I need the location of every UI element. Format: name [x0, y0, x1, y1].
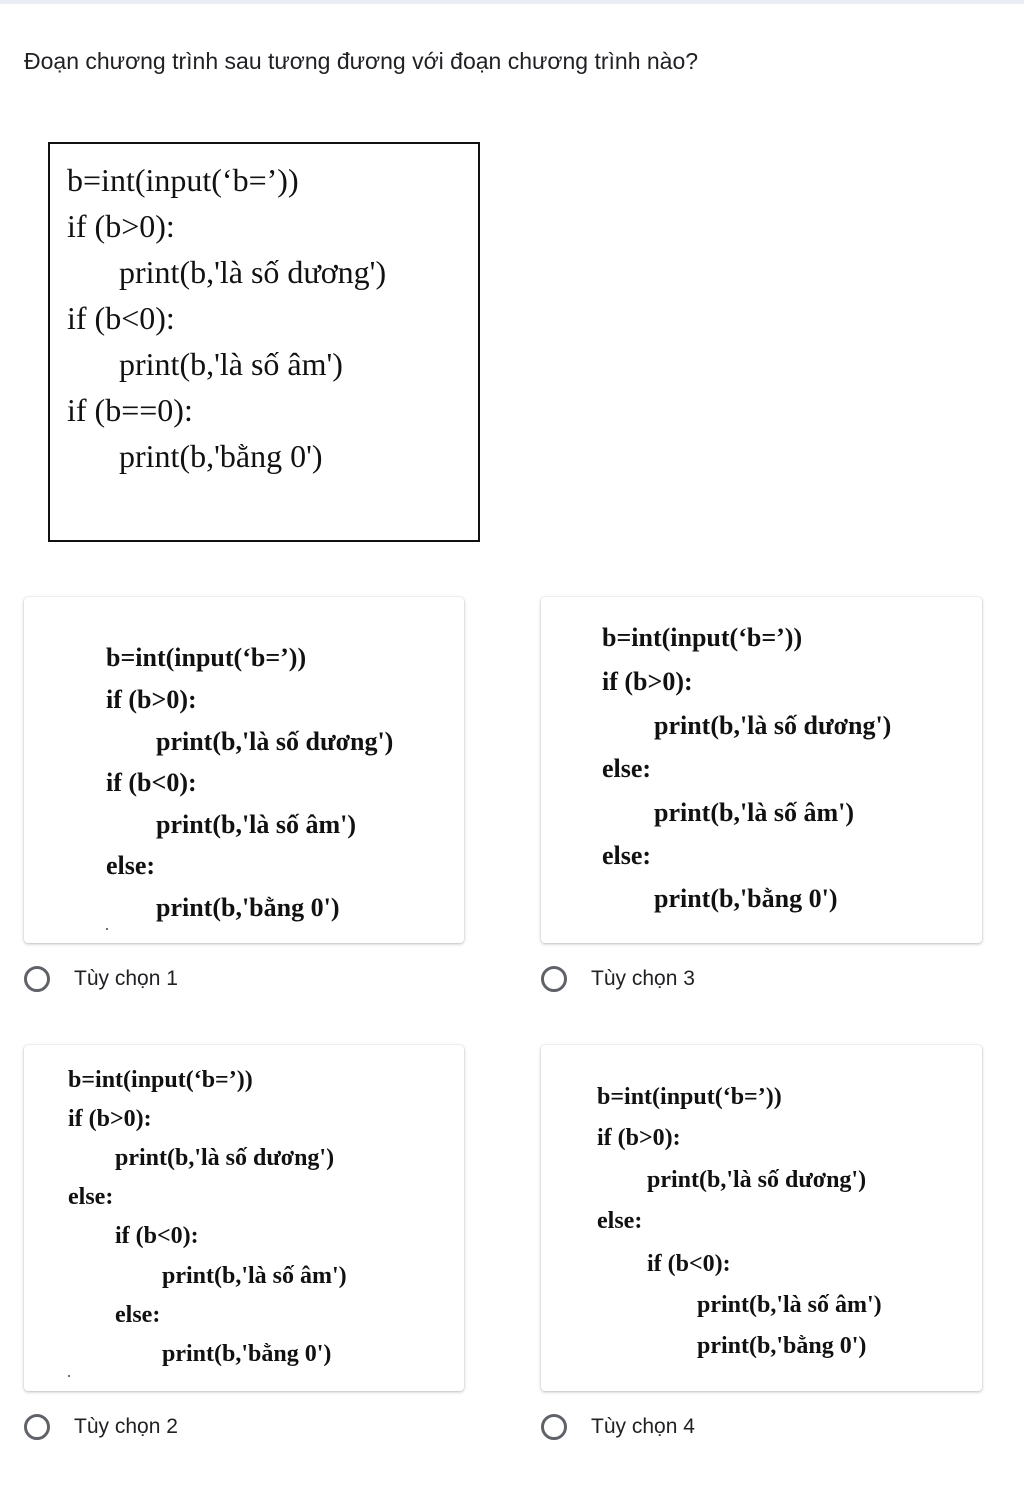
radio-option-3[interactable] — [541, 966, 567, 992]
code-line: b=int(input(‘b=’)) — [68, 1067, 253, 1093]
choice-label: Tùy chọn 3 — [591, 967, 695, 990]
top-divider — [0, 0, 1024, 4]
code-line: print(b,'là số âm') — [156, 810, 357, 839]
option-1-card[interactable] — [24, 597, 464, 943]
code-line: print(b,'là số dương') — [156, 727, 394, 756]
code-line: if (b==0): — [67, 392, 193, 428]
choice-label: Tùy chọn 1 — [74, 967, 178, 990]
code-line: if (b<0): — [106, 768, 197, 797]
code-line: print(b,'bằng 0') — [697, 1333, 867, 1359]
code-line: print(b,'là số dương') — [115, 1145, 335, 1171]
question-text: Đoạn chương trình sau tương đương với đoạn chương trình nào? — [24, 48, 699, 74]
option-2-card[interactable] — [24, 1045, 464, 1391]
option-4-card[interactable] — [541, 1045, 982, 1391]
choice-option-3[interactable] — [541, 966, 695, 992]
code-line: print(b,'là số âm') — [162, 1263, 347, 1289]
code-line: else: — [597, 1208, 643, 1234]
code-line: print(b,'bằng 0') — [119, 438, 323, 474]
code-line: print(b,'bằng 0') — [162, 1341, 332, 1367]
code-line: if (b<0): — [67, 300, 175, 336]
code-line: print(b,'là số dương') — [119, 254, 387, 290]
code-line: if (b>0): — [602, 667, 693, 696]
code-line: print(b,'là số âm') — [697, 1292, 882, 1318]
option-3-card[interactable] — [541, 597, 982, 943]
code-line: else: — [602, 754, 652, 783]
radio-option-1[interactable] — [24, 966, 50, 992]
code-line: b=int(input(‘b=’)) — [67, 162, 299, 198]
code-line: b=int(input(‘b=’)) — [602, 623, 803, 652]
code-line: print(b,'là số âm') — [654, 798, 855, 827]
speck — [106, 928, 108, 930]
choice-option-2[interactable] — [24, 1414, 178, 1440]
choice-option-1[interactable] — [24, 966, 178, 992]
code-line: b=int(input(‘b=’)) — [106, 643, 307, 672]
speck — [68, 1375, 70, 1377]
main-code-box — [48, 142, 480, 542]
code-line: if (b<0): — [115, 1223, 199, 1249]
code-line: else: — [68, 1184, 114, 1210]
choice-label: Tùy chọn 2 — [74, 1415, 178, 1438]
code-line: if (b>0): — [106, 685, 197, 714]
radio-option-4[interactable] — [541, 1414, 567, 1440]
code-line: print(b,'bằng 0') — [654, 884, 838, 913]
code-line: if (b>0): — [67, 208, 175, 244]
code-line: else: — [106, 851, 156, 880]
choice-option-4[interactable] — [541, 1414, 695, 1440]
choice-label: Tùy chọn 4 — [591, 1415, 695, 1438]
code-line: else: — [115, 1302, 161, 1328]
code-line: print(b,'bằng 0') — [156, 893, 340, 922]
code-line: print(b,'là số âm') — [119, 346, 343, 382]
radio-option-2[interactable] — [24, 1414, 50, 1440]
code-line: if (b>0): — [68, 1106, 152, 1132]
code-line: print(b,'là số dương') — [654, 711, 892, 740]
code-line: if (b<0): — [647, 1251, 731, 1277]
code-line: b=int(input(‘b=’)) — [597, 1084, 782, 1110]
code-line: print(b,'là số dương') — [647, 1167, 867, 1193]
code-line: else: — [602, 841, 652, 870]
code-line: if (b>0): — [597, 1125, 681, 1151]
